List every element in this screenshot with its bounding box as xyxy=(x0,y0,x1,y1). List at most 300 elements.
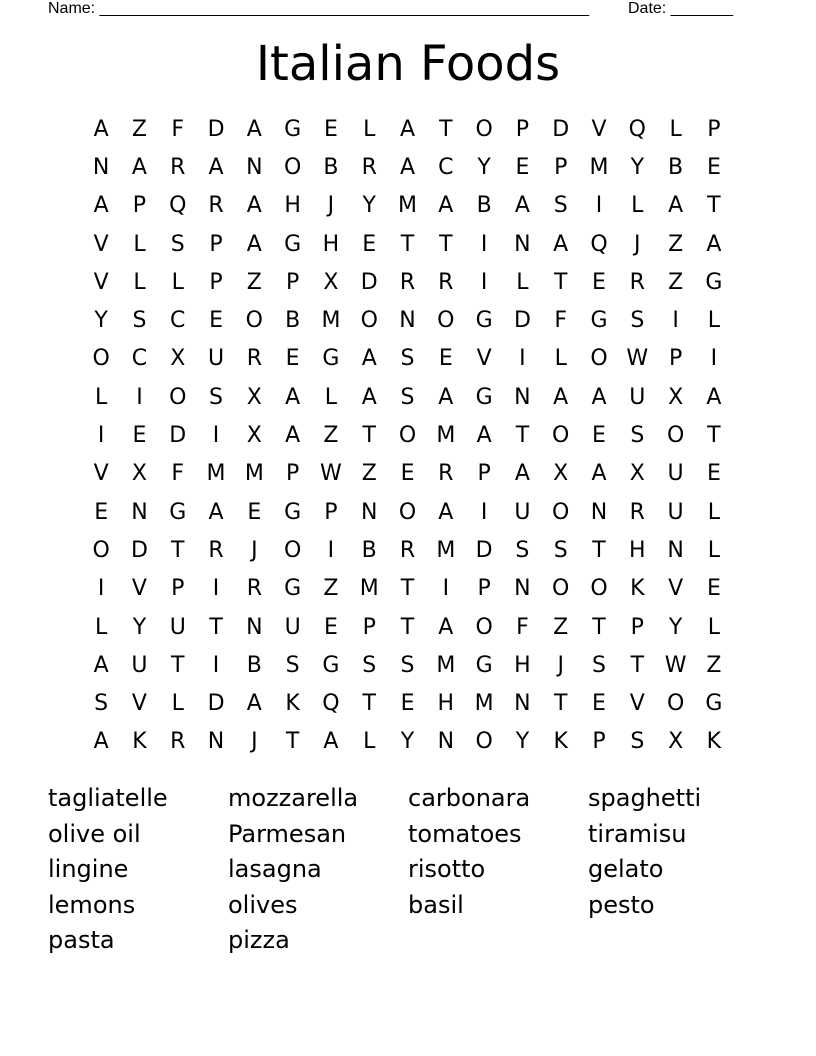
grid-cell: T xyxy=(515,423,530,449)
grid-cell: U xyxy=(629,384,646,410)
grid-cell: V xyxy=(629,691,645,717)
grid-cell: N xyxy=(131,499,148,525)
grid-cell: K xyxy=(285,691,300,717)
grid-cell: S xyxy=(94,691,109,717)
grid-cell: L xyxy=(363,729,376,755)
grid-cell: T xyxy=(362,423,376,449)
grid-cell: E xyxy=(592,269,606,295)
grid-cell: X xyxy=(170,346,186,372)
grid-cell: P xyxy=(515,116,530,142)
grid-cell: T xyxy=(553,269,568,295)
grid-cell: P xyxy=(285,461,300,487)
grid-cell: L xyxy=(171,269,184,295)
grid-cell: E xyxy=(592,691,606,717)
grid-cell: A xyxy=(246,193,262,219)
grid-cell: O xyxy=(475,729,493,755)
grid-cell: M xyxy=(244,461,264,487)
grid-cell: B xyxy=(476,193,492,219)
grid-cell: R xyxy=(170,154,186,180)
grid-cell: I xyxy=(595,193,603,219)
grid-cell: V xyxy=(591,116,607,142)
grid-cell: V xyxy=(131,576,147,602)
grid-cell: Y xyxy=(132,614,147,640)
grid-cell: R xyxy=(399,537,416,563)
grid-cell: A xyxy=(93,652,109,678)
grid-cell: R xyxy=(399,269,416,295)
grid-cell: E xyxy=(438,346,453,372)
grid-cell: O xyxy=(552,423,570,449)
grid-cell: O xyxy=(552,576,570,602)
grid-cell: F xyxy=(171,461,185,487)
grid-cell: P xyxy=(668,346,683,372)
grid-cell: I xyxy=(136,384,143,410)
grid-cell: F xyxy=(516,614,529,640)
grid-cell: E xyxy=(94,499,109,525)
grid-cell: I xyxy=(442,576,450,602)
grid-cell: H xyxy=(322,231,340,257)
grid-cell: S xyxy=(515,537,530,563)
grid-cell: N xyxy=(207,729,225,755)
date-field: Date: _______ xyxy=(628,0,733,17)
grid-cell: S xyxy=(400,384,415,410)
grid-cell: A xyxy=(706,384,722,410)
header-row xyxy=(48,0,748,20)
grid-cell: J xyxy=(557,652,564,678)
grid-cell: L xyxy=(554,346,567,372)
grid-cell: A xyxy=(706,231,722,257)
grid-cell: S xyxy=(209,384,224,410)
grid-cell: G xyxy=(284,499,302,525)
grid-cell: Z xyxy=(323,423,339,449)
grid-cell: B xyxy=(285,308,301,334)
grid-cell: R xyxy=(246,346,262,372)
grid-cell: R xyxy=(170,729,186,755)
grid-cell: G xyxy=(284,116,302,142)
grid-cell: T xyxy=(707,193,721,219)
grid-cell: I xyxy=(327,537,335,563)
grid-cell: N xyxy=(514,691,531,717)
grid-cell: E xyxy=(247,499,262,525)
grid-cell: M xyxy=(436,423,456,449)
grid-cell: G xyxy=(284,576,302,602)
grid-cell: O xyxy=(245,308,263,334)
grid-row xyxy=(82,378,733,416)
grid-cell: Y xyxy=(515,729,530,755)
grid-cell: S xyxy=(170,231,185,257)
grid-cell: A xyxy=(591,461,607,487)
grid-cell: N xyxy=(667,537,684,563)
grid-cell: O xyxy=(92,537,110,563)
grid-cell: M xyxy=(206,461,226,487)
grid-cell: I xyxy=(480,231,488,257)
grid-cell: L xyxy=(707,614,721,640)
grid-row xyxy=(82,608,733,646)
grid-cell: O xyxy=(398,499,417,525)
grid-cell: P xyxy=(477,576,491,602)
grid-cell: T xyxy=(400,614,415,640)
grid-cell: F xyxy=(171,116,185,142)
grid-cell: K xyxy=(553,729,568,755)
grid-cell: E xyxy=(400,461,415,487)
grid-cell: O xyxy=(92,346,110,372)
word-bank-item: tomatoes xyxy=(408,819,522,848)
grid-cell: D xyxy=(360,269,378,295)
grid-cell: S xyxy=(285,652,300,678)
grid-cell: C xyxy=(170,308,186,334)
grid-cell: A xyxy=(514,193,530,219)
grid-cell: N xyxy=(92,154,110,180)
grid-cell: G xyxy=(475,308,493,334)
word-bank-item: olive oil xyxy=(48,819,141,848)
grid-cell: A xyxy=(361,346,377,372)
grid-cell: V xyxy=(131,691,147,717)
grid-cell: A xyxy=(514,461,530,487)
grid-cell: M xyxy=(589,154,609,180)
grid-cell: N xyxy=(399,308,416,334)
grid-cell: L xyxy=(171,691,184,717)
grid-cell: V xyxy=(476,346,492,372)
grid-cell: O xyxy=(552,499,570,525)
grid-row xyxy=(82,110,733,148)
grid-cell: I xyxy=(480,499,488,525)
grid-row xyxy=(82,570,733,608)
grid-cell: Z xyxy=(706,652,722,678)
grid-cell: I xyxy=(212,423,220,449)
grid-cell: P xyxy=(707,116,721,142)
grid-cell: N xyxy=(360,499,378,525)
grid-cell: P xyxy=(630,614,644,640)
grid-cell: J xyxy=(251,729,258,755)
grid-cell: J xyxy=(634,231,641,257)
grid-cell: I xyxy=(97,576,105,602)
grid-cell: A xyxy=(553,384,569,410)
grid-cell: N xyxy=(246,614,263,640)
grid-cell: I xyxy=(97,423,105,449)
grid-cell: Y xyxy=(630,154,645,180)
grid-cell: Y xyxy=(477,154,491,180)
grid-cell: Q xyxy=(169,193,187,219)
grid-cell: Z xyxy=(668,231,684,257)
grid-cell: X xyxy=(246,423,262,449)
grid-cell: H xyxy=(629,537,646,563)
grid-cell: G xyxy=(169,499,187,525)
grid-cell: R xyxy=(208,537,224,563)
grid-cell: R xyxy=(438,461,454,487)
grid-cell: O xyxy=(666,691,685,717)
grid-cell: Z xyxy=(131,116,147,142)
grid-cell: P xyxy=(362,614,376,640)
grid-cell: W xyxy=(320,461,342,487)
grid-cell: A xyxy=(208,154,224,180)
grid-cell: A xyxy=(246,691,262,717)
grid-cell: L xyxy=(631,193,644,219)
grid-cell: M xyxy=(436,537,456,563)
grid-cell: T xyxy=(592,537,606,563)
grid-cell: K xyxy=(132,729,147,755)
grid-cell: E xyxy=(592,423,606,449)
grid-cell: T xyxy=(439,116,453,142)
grid-cell: X xyxy=(668,384,684,410)
grid-cell: A xyxy=(93,729,109,755)
grid-cell: E xyxy=(515,154,530,180)
grid-cell: O xyxy=(283,537,302,563)
grid-row xyxy=(82,493,733,531)
grid-cell: P xyxy=(477,461,491,487)
grid-cell: R xyxy=(246,576,262,602)
grid-cell: P xyxy=(592,729,606,755)
word-bank-item: carbonara xyxy=(408,784,531,812)
grid-cell: A xyxy=(285,423,301,449)
grid-cell: E xyxy=(209,308,223,334)
grid-cell: P xyxy=(285,269,300,295)
grid-cell: Y xyxy=(362,193,376,219)
grid-cell: R xyxy=(438,269,454,295)
grid-cell: L xyxy=(669,116,682,142)
grid-cell: S xyxy=(132,308,147,334)
grid-cell: L xyxy=(363,116,376,142)
grid-cell: G xyxy=(705,269,723,295)
grid-cell: O xyxy=(169,384,187,410)
grid-cell: T xyxy=(362,691,376,717)
grid-cell: Q xyxy=(590,231,608,257)
grid-cell: A xyxy=(93,116,109,142)
word-bank-item: tagliatelle xyxy=(48,784,168,812)
grid-cell: I xyxy=(212,576,220,602)
grid-cell: E xyxy=(706,576,721,602)
grid-cell: X xyxy=(131,461,147,487)
grid-cell: G xyxy=(284,231,302,257)
grid-cell: L xyxy=(707,537,721,563)
grid-cell: P xyxy=(209,269,223,295)
grid-cell: U xyxy=(667,461,684,487)
grid-cell: S xyxy=(400,652,415,678)
grid-cell: A xyxy=(399,116,416,142)
grid-cell: D xyxy=(207,116,225,142)
grid-cell: G xyxy=(475,384,493,410)
grid-cell: A xyxy=(399,154,416,180)
grid-cell: T xyxy=(592,614,606,640)
grid-cell: R xyxy=(629,499,645,525)
grid-cell: S xyxy=(592,652,606,678)
grid-cell: A xyxy=(476,423,492,449)
grid-cell: N xyxy=(590,499,608,525)
name-field: Name: _______________________________________________________ xyxy=(48,0,589,17)
word-bank-item: lemons xyxy=(48,890,136,919)
grid-cell: A xyxy=(668,193,684,219)
grid-cell: S xyxy=(362,652,377,678)
grid-cell: E xyxy=(362,231,377,257)
grid-cell: X xyxy=(629,461,645,487)
grid-cell: T xyxy=(553,691,568,717)
grid-cell: U xyxy=(131,652,148,678)
grid-cell: T xyxy=(285,729,300,755)
grid-cell: J xyxy=(327,193,335,219)
grid-cell: E xyxy=(323,614,338,640)
grid-cell: A xyxy=(246,116,262,142)
grid-cell: B xyxy=(361,537,377,563)
grid-cell: O xyxy=(590,576,608,602)
grid-cell: A xyxy=(93,193,109,219)
grid-cell: N xyxy=(437,729,455,755)
grid-cell: T xyxy=(171,652,185,678)
grid-cell: Z xyxy=(323,576,339,602)
grid-cell: T xyxy=(630,652,645,678)
grid-cell: T xyxy=(400,231,415,257)
grid-cell: S xyxy=(630,423,645,449)
grid-cell: A xyxy=(438,384,454,410)
grid-cell: V xyxy=(93,231,109,257)
grid-cell: Y xyxy=(400,729,415,755)
grid-cell: E xyxy=(400,691,415,717)
grid-cell: T xyxy=(439,231,453,257)
grid-cell: D xyxy=(169,423,187,449)
letter-grid xyxy=(82,110,733,761)
grid-cell: H xyxy=(514,652,531,678)
grid-cell: Y xyxy=(94,308,108,334)
grid-cell: Y xyxy=(668,614,683,640)
grid-cell: L xyxy=(133,231,146,257)
grid-cell: Q xyxy=(628,116,646,142)
grid-cell: X xyxy=(323,269,339,295)
grid-cell: M xyxy=(321,308,341,334)
grid-cell: A xyxy=(323,729,339,755)
grid-cell: I xyxy=(672,308,679,334)
grid-cell: O xyxy=(590,346,608,372)
grid-cell: D xyxy=(513,308,531,334)
grid-cell: L xyxy=(707,499,721,525)
grid-cell: G xyxy=(590,308,608,334)
grid-cell: F xyxy=(554,308,568,334)
grid-row xyxy=(82,455,733,493)
grid-cell: B xyxy=(668,154,684,180)
grid-cell: H xyxy=(284,193,301,219)
grid-row xyxy=(82,187,733,225)
grid-cell: T xyxy=(707,423,721,449)
grid-cell: O xyxy=(283,154,302,180)
grid-cell: S xyxy=(630,729,645,755)
grid-cell: O xyxy=(437,308,455,334)
grid-cell: K xyxy=(630,576,645,602)
grid-cell: X xyxy=(668,729,684,755)
grid-cell: R xyxy=(629,269,645,295)
grid-cell: W xyxy=(664,652,687,678)
grid-cell: V xyxy=(668,576,684,602)
grid-cell: G xyxy=(322,652,340,678)
grid-cell: P xyxy=(209,231,223,257)
grid-cell: L xyxy=(133,269,146,295)
word-bank-item: tiramisu xyxy=(588,819,687,848)
grid-cell: L xyxy=(95,614,108,640)
word-bank xyxy=(48,782,768,960)
grid-cell: A xyxy=(438,614,454,640)
grid-cell: V xyxy=(93,461,109,487)
grid-cell: S xyxy=(553,537,568,563)
grid-cell: I xyxy=(212,652,220,678)
grid-cell: A xyxy=(246,231,262,257)
grid-cell: Z xyxy=(668,269,684,295)
grid-cell: T xyxy=(400,576,415,602)
grid-cell: C xyxy=(131,346,148,372)
grid-cell: D xyxy=(552,116,570,142)
grid-cell: I xyxy=(519,346,526,372)
grid-cell: L xyxy=(324,384,338,410)
grid-cell: B xyxy=(246,652,262,678)
grid-cell: E xyxy=(323,116,338,142)
grid-cell: A xyxy=(438,193,454,219)
word-bank-item: pesto xyxy=(588,890,655,919)
grid-cell: U xyxy=(169,614,186,640)
word-bank-item: gelato xyxy=(588,855,664,883)
page-title: Italian Foods xyxy=(255,36,561,92)
grid-cell: S xyxy=(630,308,645,334)
grid-cell: Z xyxy=(361,461,377,487)
grid-cell: E xyxy=(132,423,147,449)
grid-cell: E xyxy=(285,346,300,372)
grid-cell: G xyxy=(705,691,723,717)
grid-cell: O xyxy=(475,614,493,640)
word-bank-item: mozzarella xyxy=(228,784,359,812)
grid-cell: E xyxy=(706,154,721,180)
grid-cell: Z xyxy=(553,614,569,640)
grid-cell: O xyxy=(666,423,685,449)
grid-cell: C xyxy=(438,154,454,180)
word-bank-item: lingine xyxy=(48,855,129,883)
word-bank-item: basil xyxy=(408,890,464,919)
grid-row xyxy=(82,723,733,761)
grid-cell: R xyxy=(361,154,377,180)
grid-cell: D xyxy=(130,537,148,563)
grid-cell: U xyxy=(284,614,301,640)
grid-cell: A xyxy=(208,499,224,525)
grid-cell: B xyxy=(323,154,339,180)
grid-cell: N xyxy=(514,384,531,410)
word-bank-item: risotto xyxy=(408,855,486,883)
grid-row xyxy=(82,646,733,684)
grid-cell: D xyxy=(207,691,225,717)
grid-cell: N xyxy=(514,576,531,602)
grid-row xyxy=(82,684,733,722)
grid-row xyxy=(82,148,733,186)
grid-cell: D xyxy=(475,537,493,563)
grid-cell: A xyxy=(553,231,569,257)
grid-cell: Q xyxy=(322,691,340,717)
grid-cell: W xyxy=(626,346,649,372)
grid-cell: X xyxy=(553,461,569,487)
grid-cell: P xyxy=(554,154,568,180)
grid-cell: U xyxy=(207,346,225,372)
grid-cell: N xyxy=(246,154,263,180)
grid-cell: O xyxy=(398,423,417,449)
grid-cell: S xyxy=(553,193,568,219)
grid-cell: L xyxy=(707,308,721,334)
grid-cell: X xyxy=(246,384,262,410)
word-bank-item: lasagna xyxy=(228,855,322,883)
grid-cell: P xyxy=(171,576,185,602)
word-bank-item: pizza xyxy=(228,926,290,954)
grid-cell: K xyxy=(706,729,722,755)
grid-cell: O xyxy=(475,116,493,142)
grid-cell: G xyxy=(322,346,340,372)
grid-row xyxy=(82,531,733,569)
grid-row xyxy=(82,416,733,454)
grid-cell: V xyxy=(93,269,109,295)
grid-cell: O xyxy=(360,308,378,334)
grid-cell: T xyxy=(171,537,185,563)
grid-cell: E xyxy=(706,461,721,487)
grid-row xyxy=(82,263,733,301)
grid-cell: J xyxy=(251,537,258,563)
grid-cell: A xyxy=(591,384,607,410)
